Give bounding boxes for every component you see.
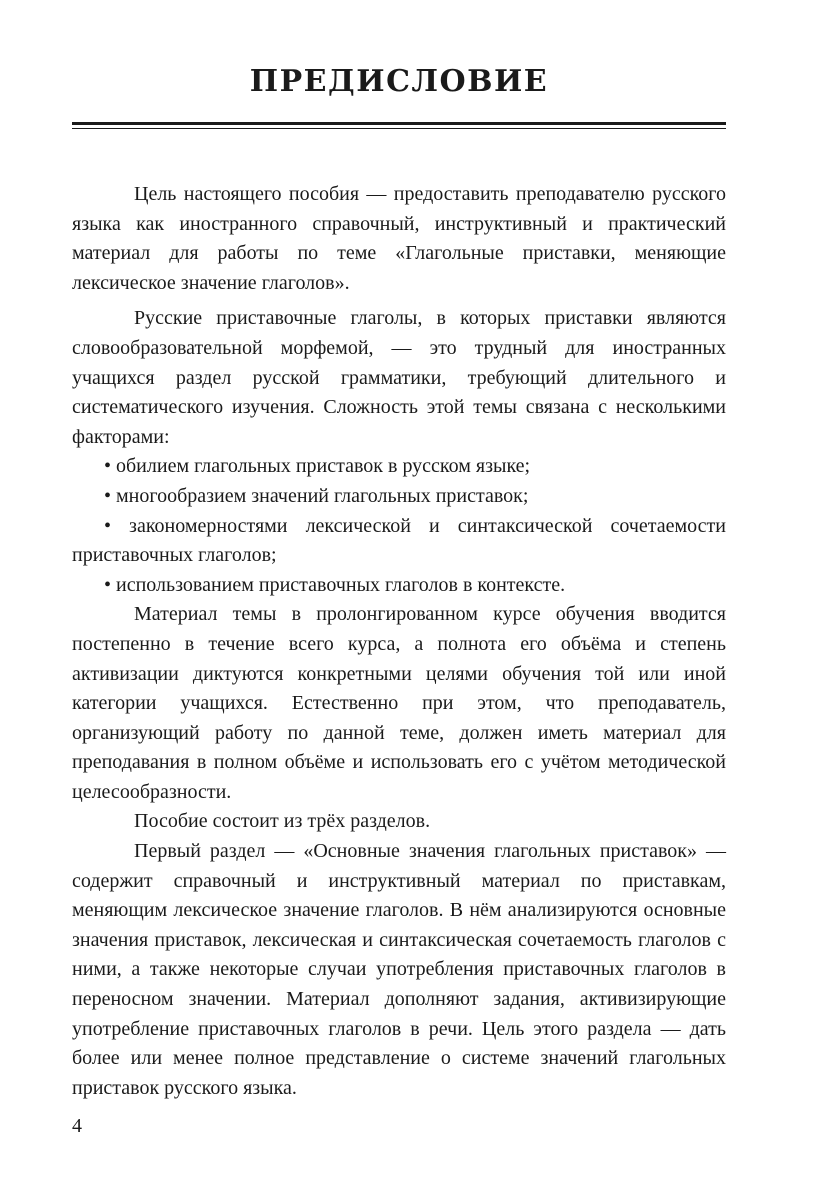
bullet-item: • многообразием значений глагольных приставок;	[104, 484, 529, 507]
bullet-item: • закономерностями лексической и синтаксической сочетаемости приставочных глаголов;	[72, 514, 726, 567]
bullet-item: • обилием глагольных приставок в русском языке;	[104, 455, 531, 478]
title-rule-thin	[72, 128, 726, 129]
title-rule-thick	[72, 122, 726, 125]
page-number: 4	[72, 1115, 82, 1137]
page-title: ПРЕДИСЛОВИЕ	[249, 64, 549, 99]
paragraph: Цель настоящего пособия — предоставить преподавателю русского языка как иностранного справочный, инструктивный и практический материал для работы по теме «Глагольные приставки, меняющие лексическое значение глаголов».	[72, 183, 726, 294]
paragraph: Русские приставочные глаголы, в которых приставки являются словообразовательной морфемой, — это трудный для иностранных учащихся раздел русской грамматики, требующий длительного и систематического изучения. Сложность этой темы связана с несколькими факторами:	[72, 307, 726, 448]
paragraph: Материал темы в пролонгированном курсе обучения вводится постепенно в течение всего курса, а полнота его объёма и степень активизации диктуются конкретными целями обучения той или иной категории учащихся. Естественно при этом, что преподаватель, организующий работу по данной теме, должен иметь материал для преподавания в полном объёме и использовать его с учётом методической целесообразности.	[72, 603, 726, 803]
body-text	[72, 180, 726, 1103]
paragraph: Пособие состоит из трёх разделов.	[134, 810, 431, 833]
paragraph: Первый раздел — «Основные значения глагольных приставок» — содержит справочный и инструктивный материал по приставкам, меняющим лексическое значение глаголов. В нём анализируются основные значения приставок, лексическая и синтаксическая сочетаемость глаголов с ними, а также некоторые случаи употребления приставочных глаголов в переносном значении. Материал дополняют задания, активизирующие употребление приставочных глаголов в речи. Цель этого раздела — дать более или менее полное представление о системе значений глагольных приставок русского языка.	[72, 840, 726, 1099]
bullet-item: • использованием приставочных глаголов в контексте.	[104, 573, 566, 596]
